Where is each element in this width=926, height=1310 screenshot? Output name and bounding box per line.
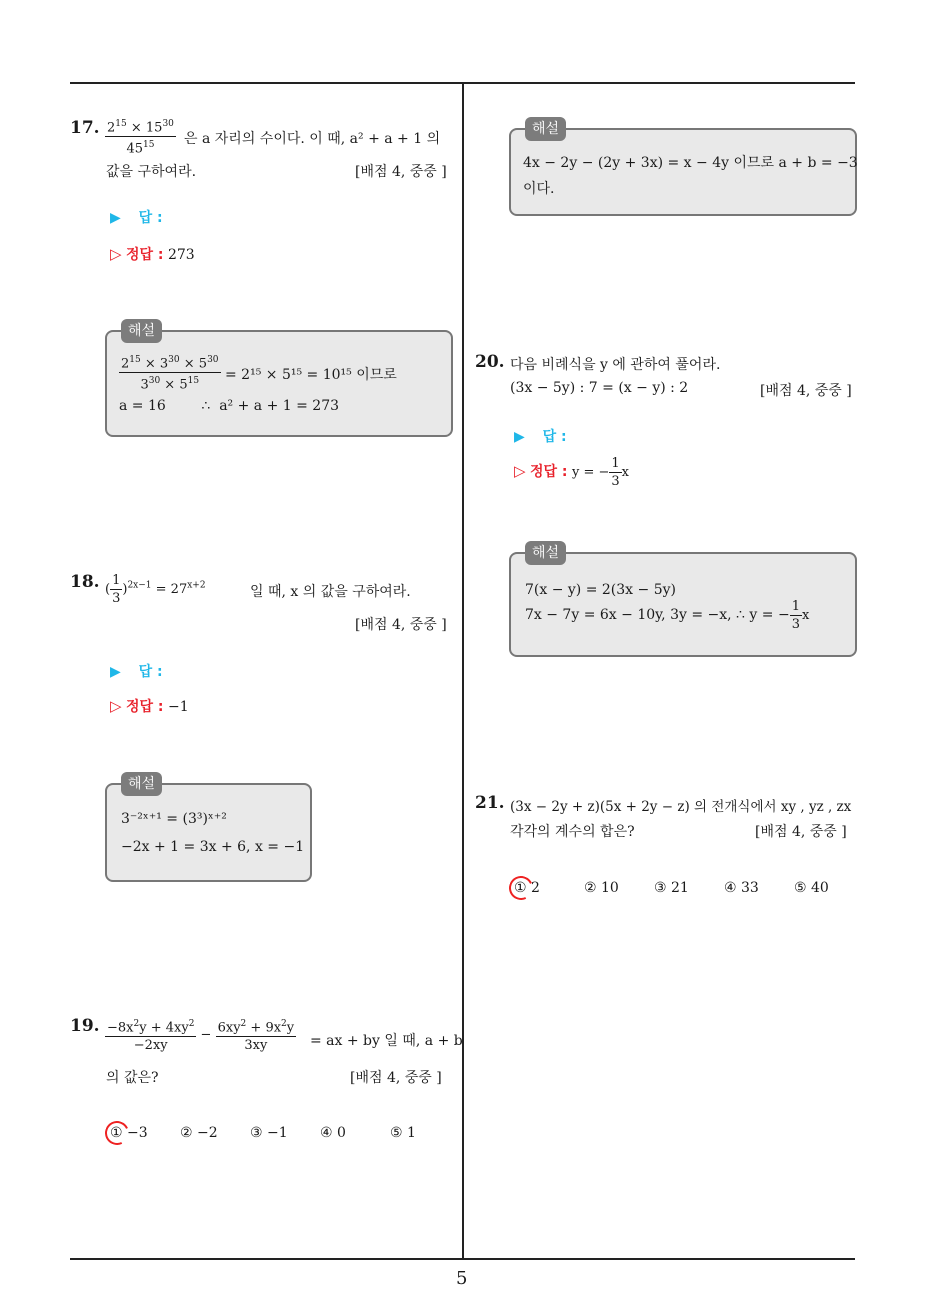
q20-text: 다음 비례식을 y 에 관하여 풀어라. (510, 357, 721, 373)
correct-label: 정답 : (126, 247, 164, 263)
q18-exp-line1: 3⁻²ˣ⁺¹ = (3³)ˣ⁺² (121, 811, 227, 827)
q20-equation: (3x − 5y) : 7 = (x − y) : 2 (510, 380, 689, 396)
explain-tag: 해설 (525, 117, 566, 141)
q19-exp-line2: 이다. (523, 181, 555, 197)
play-icon: ▶ (110, 210, 121, 226)
bottom-rule (70, 1258, 855, 1260)
explain-tag: 해설 (525, 541, 566, 565)
q17-exp-fraction: $\frac{2^{15} \times 3^{30} \times 5^{30}}{3^{30} \times 5^{15}}$ (119, 352, 221, 394)
play-icon: ▶ (514, 429, 525, 445)
q18-answer: −1 (167, 699, 189, 715)
triangle-right-icon: ▷ (514, 462, 526, 480)
q19-choice-2[interactable]: ② −2 (180, 1125, 218, 1141)
q19-choice-1[interactable]: ① −3 (110, 1125, 148, 1141)
page-number: 5 (456, 1268, 468, 1289)
q17-explanation-box (105, 323, 453, 437)
q17-exp-line2: a = 16 ∴ a² + a + 1 = 273 (119, 398, 340, 414)
correct-label: 정답 : (126, 699, 164, 715)
q19-text2: 의 값은? (106, 1070, 159, 1086)
q18-explanation-box (105, 776, 312, 882)
q21-choice-4[interactable]: ④ 33 (724, 880, 759, 896)
q19-number: 19. (70, 1016, 100, 1036)
q18-number: 18. (70, 572, 100, 592)
answer-label: 답 : (138, 664, 163, 680)
q21-text: (3x − 2y + z)(5x + 2y − z) 의 전개식에서 xy , yz , zx (510, 799, 852, 815)
q17-exp-line1: = 2¹⁵ × 5¹⁵ = 10¹⁵ 이므로 (225, 367, 397, 383)
q18-equation: ( $\frac{1}{3}$ )$^{2x-1} = 27^{x+2}$ (105, 573, 206, 606)
q19-choice-4[interactable]: ④ 0 (320, 1125, 346, 1141)
q21-number: 21. (475, 793, 505, 813)
q21-choice-1[interactable]: ① 2 (514, 880, 540, 896)
answer-label: 답 : (542, 429, 567, 445)
q17-number: 17. (70, 118, 100, 138)
q17-text2: 값을 구하여라. (106, 164, 197, 180)
q20-answer-row (514, 426, 567, 446)
triangle-right-icon: ▷ (110, 245, 122, 263)
q21-choice-5[interactable]: ⑤ 40 (794, 880, 829, 896)
q17-meta: [배점 4, 중중 ] (355, 164, 447, 180)
q20-explanation-box (509, 545, 857, 657)
q17-correct-row (110, 244, 195, 264)
q18-correct-row (110, 696, 189, 716)
q19-exp-line1: 4x − 2y − (2y + 3x) = x − 4y 이므로 a + b = −3 (523, 155, 858, 171)
answer-label: 답 : (138, 210, 163, 226)
explain-tag: 해설 (121, 772, 162, 796)
triangle-right-icon: ▷ (110, 697, 122, 715)
play-icon: ▶ (110, 664, 121, 680)
q19-choice-3[interactable]: ③ −1 (250, 1125, 288, 1141)
q18-meta: [배점 4, 중중 ] (355, 617, 447, 633)
q19-text: = ax + by 일 때, a + b (310, 1033, 463, 1049)
q20-meta: [배점 4, 중중 ] (760, 383, 852, 399)
q21-text2: 각각의 계수의 합은? (510, 824, 635, 840)
correct-label: 정답 : (530, 464, 568, 480)
q17-answer: 273 (167, 247, 195, 263)
q18-text: 일 때, x 의 값을 구하여라. (250, 584, 411, 600)
q19-equation: $\frac{-8x^2y + 4xy^2}{-2xy}$ − $\frac{6xy^2 + 9x^2y}{3xy}$ (105, 1016, 296, 1054)
q19-explanation-box (509, 121, 858, 216)
q20-number: 20. (475, 352, 505, 372)
q17-fraction: $\frac{2^{15} \times 15^{30}}{45^{15}}$ (105, 116, 176, 158)
q19-meta: [배점 4, 중중 ] (350, 1070, 442, 1086)
q21-meta: [배점 4, 중중 ] (755, 824, 847, 840)
q21-selected-circle (506, 873, 537, 904)
q20-answer: y = − $\frac{1}{3}$ x (571, 456, 630, 489)
q20-exp-line2: 7x − 7y = 6x − 10y, 3y = −x, ∴ y = − $\frac{1}{3}$ x (525, 599, 810, 632)
explain-tag: 해설 (121, 319, 162, 343)
q17-text: 은 a 자리의 수이다. 이 때, a² + a + 1 의 (184, 131, 441, 147)
q21-choice-2[interactable]: ② 10 (584, 880, 619, 896)
q20-exp-line1: 7(x − y) = 2(3x − 5y) (525, 582, 676, 598)
q18-exp-line2: −2x + 1 = 3x + 6, x = −1 (121, 839, 305, 855)
q21-choice-3[interactable]: ③ 21 (654, 880, 689, 896)
q20-correct-row (514, 455, 629, 490)
q17-answer-row (110, 207, 163, 227)
q19-choice-5[interactable]: ⑤ 1 (390, 1125, 416, 1141)
q19-selected-circle (102, 1118, 133, 1149)
column-divider (462, 82, 464, 1259)
q18-answer-row (110, 661, 163, 681)
